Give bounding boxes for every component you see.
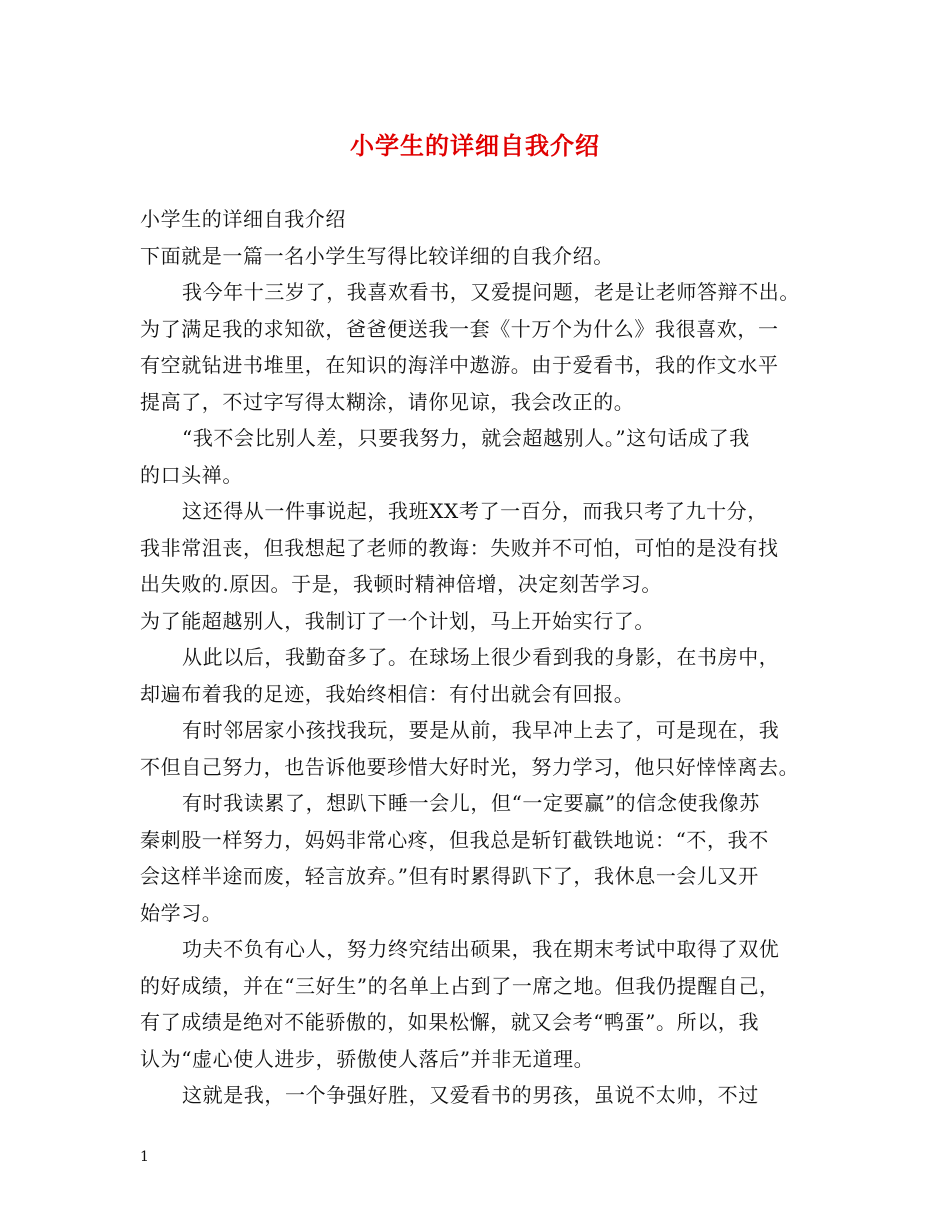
text-line: 提高了，不过字写得太糊涂，请你见谅，我会改正的。 bbox=[140, 389, 635, 414]
text-line: 为了能超越别人，我制订了一个计划，马上开始实行了。 bbox=[140, 608, 655, 633]
text-line: 这就是我，一个争强好胜，又爱看书的男孩，虽说不太帅，不过 bbox=[182, 1083, 759, 1107]
text-line: 功夫不负有心人，努力终究结出硕果，我在期末考试中取得了双优 bbox=[182, 937, 780, 961]
text-line: 我今年十三岁了，我喜欢看书，又爱提问题，老是让老师答辩不出。 bbox=[182, 280, 800, 304]
text-line: 却遍布着我的足迹，我始终相信：有付出就会有回报。 bbox=[140, 681, 635, 706]
text-line: 为了满足我的求知欲，爸爸便送我一套《十万个为什么》我很喜欢，一 bbox=[140, 316, 779, 341]
text-line: 始学习。 bbox=[140, 900, 223, 925]
text-line: 的口头禅。 bbox=[140, 462, 243, 487]
text-line: 认为“虚心使人进步，骄傲使人落后”并非无道理。 bbox=[140, 1046, 595, 1071]
text-line: 有时邻居家小孩找我玩，要是从前，我早冲上去了，可是现在，我 bbox=[182, 718, 780, 742]
text-line: 秦刺股一样努力，妈妈非常心疼，但我总是斩钉截铁地说：“不，我不 bbox=[140, 827, 769, 852]
text-line: 有空就钻进书堆里，在知识的海洋中遨游。由于爱看书，我的作文水平 bbox=[140, 353, 779, 377]
document-body bbox=[140, 201, 820, 1114]
text-line: 有了成绩是绝对不能骄傲的，如果松懈，就又会考“鸭蛋”。所以，我 bbox=[140, 1010, 760, 1034]
text-line: 出失败的.原因。于是，我顿时精神倍增，决定刻苦学习。 bbox=[140, 572, 662, 596]
text-line: 我非常沮丧，但我想起了老师的教诲：失败并不可怕，可怕的是没有找 bbox=[140, 535, 779, 560]
text-line: 从此以后，我勤奋多了。在球场上很少看到我的身影，在书房中， bbox=[182, 645, 780, 669]
text-line: 这还得从一件事说起，我班XX考了一百分，而我只考了九十分， bbox=[182, 499, 768, 523]
text-line: 小学生的详细自我介绍 bbox=[140, 207, 346, 231]
text-line: 有时我读累了，想趴下睡一会儿，但“一定要赢”的信念使我像苏 bbox=[182, 791, 760, 815]
document-title: 小学生的详细自我介绍 bbox=[350, 131, 600, 160]
text-line: 不但自己努力，也告诉他要珍惜大好时光，努力学习，他只好悻悻离去。 bbox=[140, 754, 800, 779]
text-line: “我不会比别人差，只要我努力，就会超越别人。”这句话成了我 bbox=[182, 426, 750, 450]
text-line: 下面就是一篇一名小学生写得比较详细的自我介绍。 bbox=[140, 243, 614, 268]
text-line: 会这样半途而废，轻言放弃。”但有时累得趴下了，我休息一会儿又开 bbox=[140, 864, 759, 888]
page-number: 1 bbox=[140, 1149, 149, 1165]
text-line: 的好成绩，并在“三好生”的名单上占到了一席之地。但我仍提醒自己， bbox=[140, 973, 780, 998]
